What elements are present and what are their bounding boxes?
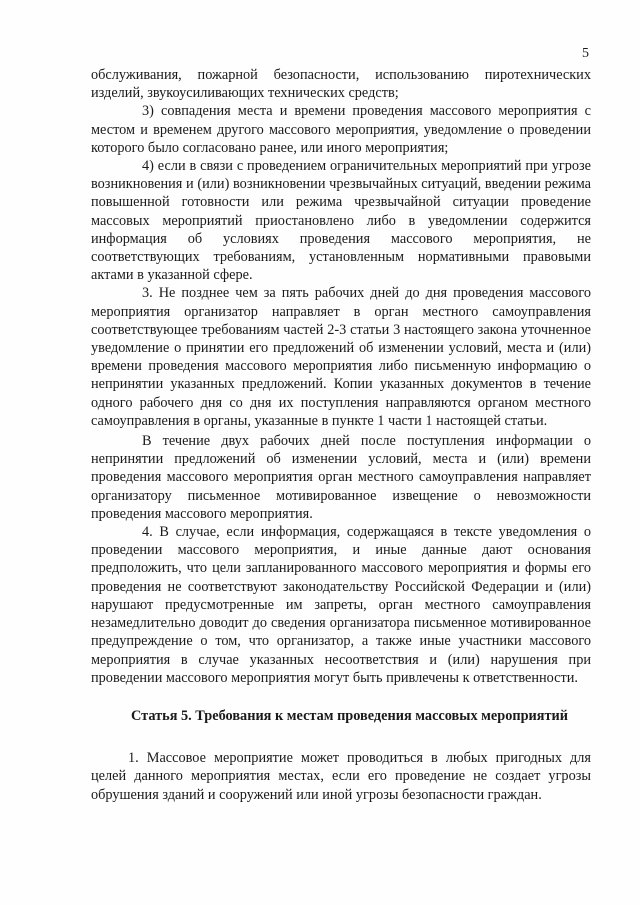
paragraph-clause-3: 3. Не позднее чем за пять рабочих дней до дня проведения массового мероприятия организатор направляет в орган местного самоуправления соответствующее требованиям частей 2-3 статьи 3 настоящего закона уточненное уведомление о принятии его предложений об изменении условий, места и (или) времени проведения массового мероприятия либо письменную информацию о непринятии указанных предложений. Копии указанных документов в течение одного рабочего дня со дня их поступления направляются органом местного самоуправления в органы, указанные в пункте 1 части 1 настоящей статьи.: [91, 285, 591, 429]
paragraph-clause-4: 4. В случае, если информация, содержащаяся в тексте уведомления о проведении массового мероприятия, и иные данные дают основания предположить, что цели запланированного массового мероприятия и формы его проведения не соответствуют законодательству Российской Федерации и (или) нарушают предусмотренные им запреты, орган местного самоуправления незамедлительно доводит до сведения организатора письменное мотивированное предупреждение о том, что организатор, а также иные участники массового мероприятия в случае указанных несоответствия и (или) нарушения при проведении массового мероприятия могут быть привлечены к ответственности.: [91, 524, 591, 686]
document-body: [91, 66, 591, 804]
page-number: 5: [582, 46, 589, 61]
paragraph-notice: В течение двух рабочих дней после поступления информации о непринятии предложений об изменении условий, места и (или) времени проведения массового мероприятия орган местного самоуправления направляет организатору письменное мотивированное извещение о невозможности проведения массового мероприятия.: [91, 433, 591, 522]
article-heading: Статья 5. Требования к местам проведения массовых мероприятий: [131, 707, 569, 724]
article-paragraph-1: 1. Массовое мероприятие может проводиться в любых пригодных для целей данного мероприятия местах, если его проведение не создает угрозы обрушения зданий и сооружений или иной угрозы безопасности граждан.: [91, 750, 591, 803]
paragraph-continuation: обслуживания, пожарной безопасности, использованию пиротехнических изделий, звукоусиливающих технических средств;: [91, 67, 591, 102]
paragraph-item-4: 4) если в связи с проведением ограничительных мероприятий при угрозе возникновения и (или) возникновении чрезвычайных ситуаций, введении режима повышенной готовности или режима чрезвычайной ситуации проведение массовых мероприятий приостановлено либо в уведомлении содержится информация об условиях проведения массового мероприятия, не соответствующих требованиям, установленным нормативными правовыми актами в указанной сфере.: [91, 158, 591, 284]
paragraph-item-3: 3) совпадения места и времени проведения массового мероприятия с местом и временем другого массового мероприятия, уведомление о проведении которого было согласовано ранее, или иного мероприятия;: [91, 103, 591, 156]
